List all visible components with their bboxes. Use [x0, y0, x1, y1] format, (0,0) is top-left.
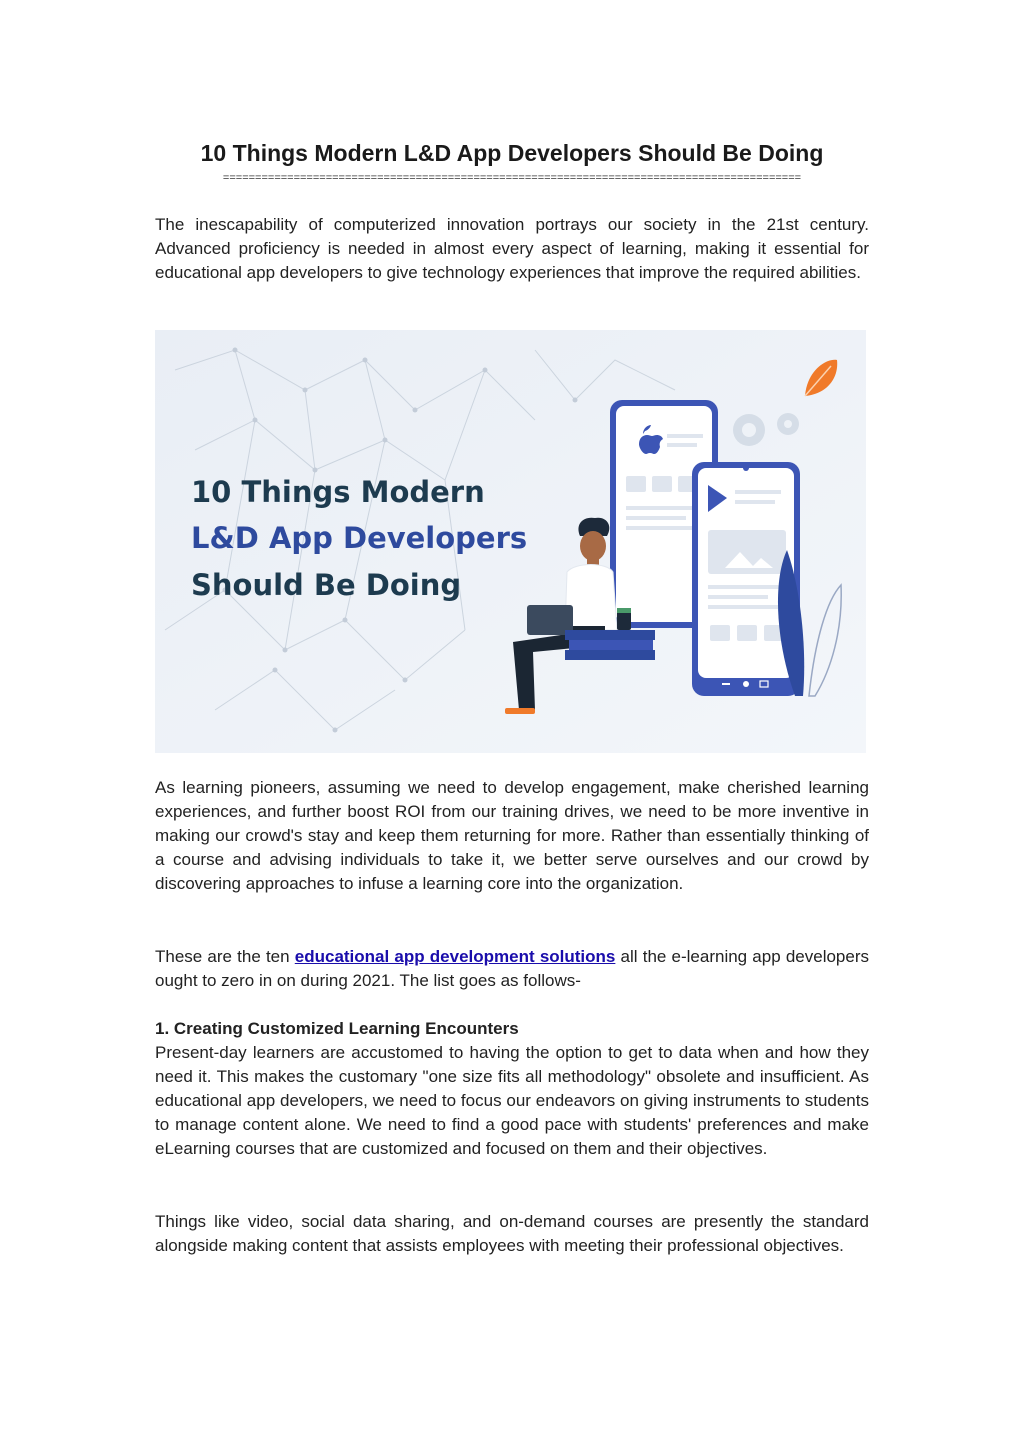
hero-illustration	[155, 330, 866, 753]
paragraph-engagement: As learning pioneers, assuming we need to develop engagement, make cherished learning experiences, and further boost ROI from our training drives, we need to be more inventive in making our crowd's stay and keep them returning for more. Rather than essentially thinking of a course and advising individuals to take it, we better serve ourselves and our crowd by discovering approaches to infuse a learning core into the organization.	[155, 778, 869, 893]
paragraph-solutions	[155, 945, 869, 993]
section-1-paragraph-2: Things like video, social data sharing, and on-demand courses are presently the standard alongside making content that assists employees with meeting their professional objectives.	[155, 1212, 869, 1255]
page-title: 10 Things Modern L&D App Developers Should Be Doing	[200, 140, 824, 166]
title-underline-rule: ==========================================================================================	[222, 172, 802, 184]
hero-line-2: L&D App Developers	[191, 521, 528, 555]
educational-app-development-link[interactable]: educational app development solutions	[294, 947, 616, 966]
paragraph-solutions-before: These are the ten	[155, 947, 295, 966]
intro-paragraph: The inescapability of computerized innovation portrays our society in the 21st century. Advanced proficiency is needed in almost every aspect of learning, making it essential for educational app developers to give technology experiences that improve the required abilities.	[155, 215, 869, 282]
section-1-paragraph-1: Present-day learners are accustomed to having the option to get to data when and how they need it. This makes the customary "one size fits all methodology" obsolete and insufficient. As educational app developers, we need to focus our endeavors on giving instruments to students to manage content alone. We need to find a good pace with students' preferences and make eLearning courses that are customized and focused on them and their objectives.	[155, 1043, 869, 1158]
hero-image	[155, 330, 866, 753]
section-1-heading: 1. Creating Customized Learning Encounters	[155, 1019, 519, 1038]
hero-line-3: Should Be Doing	[191, 568, 462, 602]
paragraph-solutions-after: all the e-learning app developers ought to zero in on during 2021. The list goes as follows-	[155, 947, 869, 990]
hero-line-1: 10 Things Modern	[191, 475, 485, 509]
